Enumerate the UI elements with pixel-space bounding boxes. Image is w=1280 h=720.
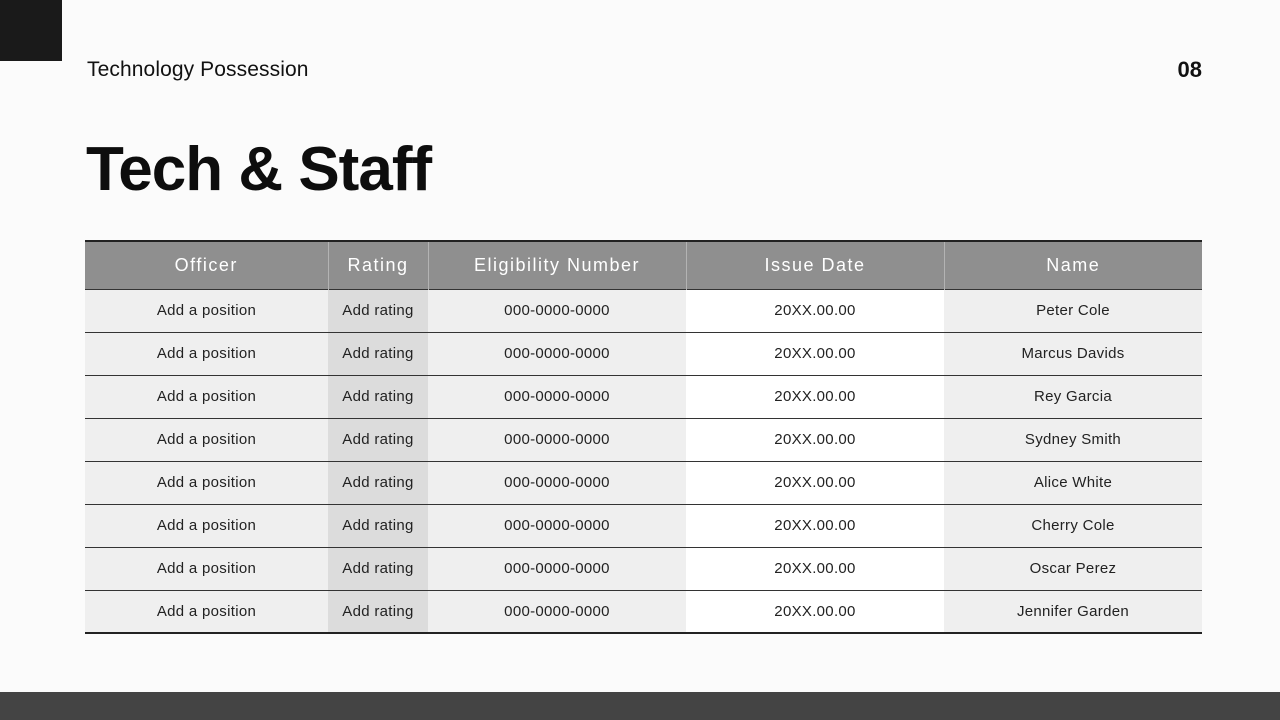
cell-name: Cherry Cole (944, 504, 1202, 547)
cell-officer: Add a position (85, 332, 328, 375)
cell-eligibility-number: 000-0000-0000 (428, 289, 686, 332)
cell-name: Oscar Perez (944, 547, 1202, 590)
cell-eligibility-number: 000-0000-0000 (428, 375, 686, 418)
cell-officer: Add a position (85, 375, 328, 418)
table-row (85, 375, 1202, 418)
cell-eligibility-number: 000-0000-0000 (428, 332, 686, 375)
footer-bar (0, 692, 1280, 720)
cell-officer: Add a position (85, 461, 328, 504)
cell-eligibility-number: 000-0000-0000 (428, 461, 686, 504)
cell-rating: Add rating (328, 590, 428, 633)
column-header-name: Name (944, 241, 1202, 289)
table-row (85, 418, 1202, 461)
cell-name: Peter Cole (944, 289, 1202, 332)
cell-eligibility-number: 000-0000-0000 (428, 590, 686, 633)
column-header-rating: Rating (328, 241, 428, 289)
cell-issue-date: 20XX.00.00 (686, 504, 944, 547)
cell-officer: Add a position (85, 504, 328, 547)
cell-rating: Add rating (328, 504, 428, 547)
cell-name: Sydney Smith (944, 418, 1202, 461)
cell-issue-date: 20XX.00.00 (686, 289, 944, 332)
cell-issue-date: 20XX.00.00 (686, 547, 944, 590)
cell-name: Alice White (944, 461, 1202, 504)
cell-rating: Add rating (328, 418, 428, 461)
cell-rating: Add rating (328, 289, 428, 332)
cell-issue-date: 20XX.00.00 (686, 461, 944, 504)
table-row (85, 504, 1202, 547)
cell-rating: Add rating (328, 547, 428, 590)
table-row (85, 461, 1202, 504)
cell-officer: Add a position (85, 289, 328, 332)
column-header-issue-date: Issue Date (686, 241, 944, 289)
table-body (85, 289, 1202, 633)
staff-table-container (85, 240, 1202, 634)
cell-rating: Add rating (328, 461, 428, 504)
table-row (85, 547, 1202, 590)
cell-issue-date: 20XX.00.00 (686, 590, 944, 633)
cell-rating: Add rating (328, 332, 428, 375)
cell-name: Marcus Davids (944, 332, 1202, 375)
cell-issue-date: 20XX.00.00 (686, 332, 944, 375)
table-row (85, 289, 1202, 332)
staff-table (85, 240, 1202, 634)
cell-issue-date: 20XX.00.00 (686, 375, 944, 418)
table-row (85, 332, 1202, 375)
page-number: 08 (1177, 57, 1202, 82)
cell-officer: Add a position (85, 418, 328, 461)
table-row (85, 590, 1202, 633)
table-header-row (85, 241, 1202, 289)
column-header-officer: Officer (85, 241, 328, 289)
cell-name: Jennifer Garden (944, 590, 1202, 633)
cell-issue-date: 20XX.00.00 (686, 418, 944, 461)
page-title: Tech & Staff (86, 135, 432, 204)
column-header-eligibility-number: Eligibility Number (428, 241, 686, 289)
cell-eligibility-number: 000-0000-0000 (428, 547, 686, 590)
cell-eligibility-number: 000-0000-0000 (428, 418, 686, 461)
cell-name: Rey Garcia (944, 375, 1202, 418)
cell-rating: Add rating (328, 375, 428, 418)
corner-decoration-block (0, 0, 62, 61)
cell-officer: Add a position (85, 590, 328, 633)
cell-eligibility-number: 000-0000-0000 (428, 504, 686, 547)
cell-officer: Add a position (85, 547, 328, 590)
section-subtitle: Technology Possession (87, 58, 309, 81)
